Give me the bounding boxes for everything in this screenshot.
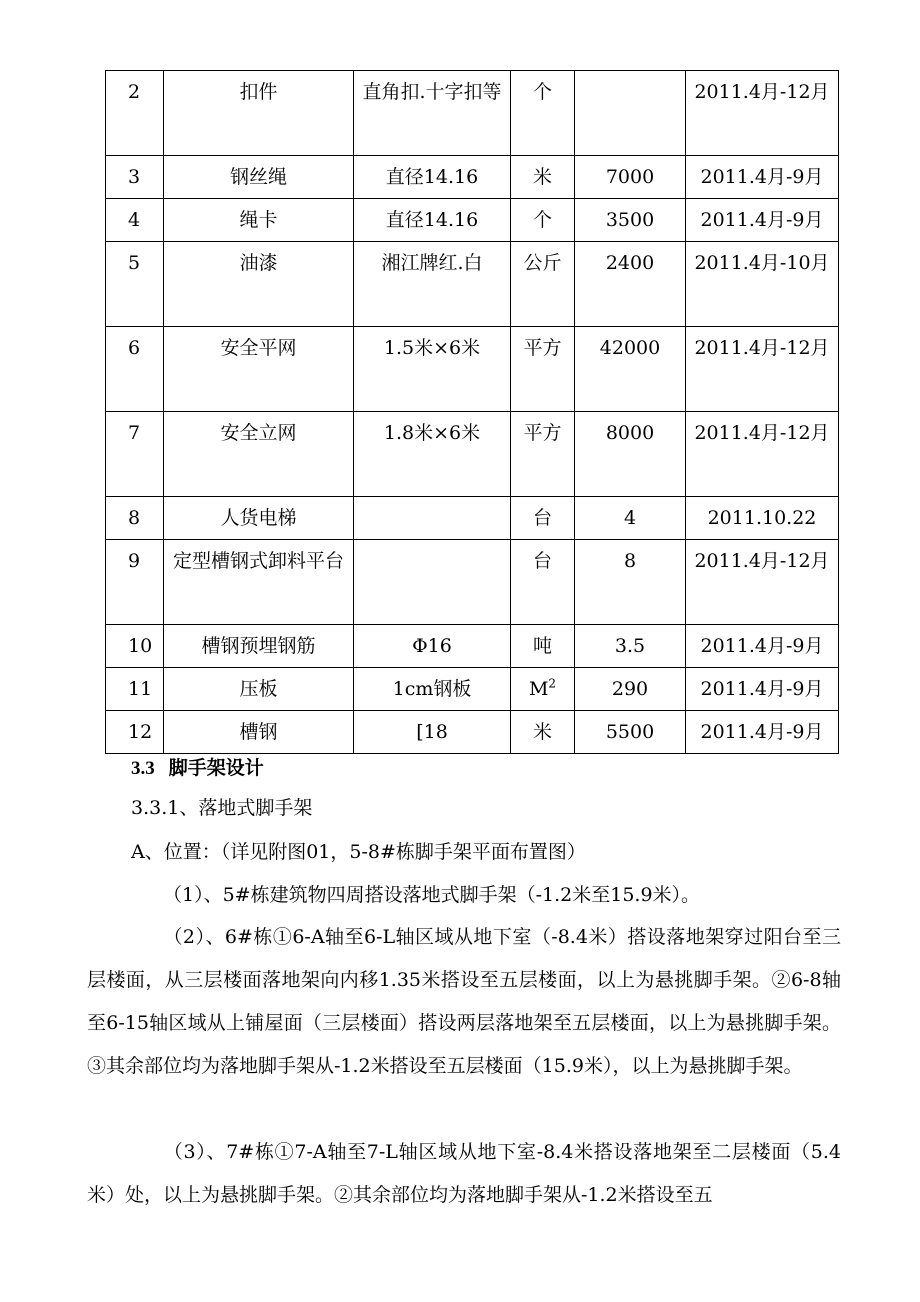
cell-spec: 湘江牌红.白: [354, 242, 511, 327]
cell-quantity: 7000: [575, 156, 686, 199]
cell-spec: 1.8米×6米: [354, 412, 511, 497]
cell-time: 2011.4月-9月: [686, 156, 839, 199]
cell-quantity: 8: [575, 540, 686, 625]
position-line: A、位置：（详见附图01，5-8#栋脚手架平面布置图）: [131, 841, 586, 863]
cell-time: 2011.10.22: [686, 497, 839, 540]
paragraph-item-2: [87, 916, 841, 1088]
cell-time: 2011.4月-9月: [686, 711, 839, 754]
cell-unit: $M^2$: [511, 668, 575, 711]
section-heading: [131, 752, 264, 785]
cell-spec: 直径14.16: [354, 156, 511, 199]
cell-time: 2011.4月-10月: [686, 242, 839, 327]
table-row: [106, 71, 839, 156]
cell-time: 2011.4月-9月: [686, 199, 839, 242]
cell-spec: Φ16: [354, 625, 511, 668]
cell-number: 8: [106, 497, 164, 540]
table-row: [106, 412, 839, 497]
cell-name: 安全平网: [164, 327, 354, 412]
paragraph-item-3: [87, 1131, 841, 1217]
paragraph-item-1: （1）、5#栋建筑物四周搭设落地式脚手架（-1.2米至15.9米）。: [163, 884, 701, 906]
cell-name: 扣件: [164, 71, 354, 156]
cell-time: 2011.4月-12月: [686, 71, 839, 156]
section-number: 3.3: [131, 758, 155, 779]
cell-number: 2: [106, 71, 164, 156]
cell-unit: 米: [511, 156, 575, 199]
cell-name: 槽钢: [164, 711, 354, 754]
paragraph-item-2-text: （2）、6#栋①6-A轴至6-L轴区域从地下室（-8.4米）搭设落地架穿过阳台至三层楼面，从三层楼面落地架向内移1.35米搭设至五层楼面，以上为悬挑脚手架。②6-8轴至6-15轴区域从上铺屋面（三层楼面）搭设两层落地架至五层楼面，以上为悬挑脚手架。③其余部位均为落地脚手架从-1.2米搭设至五层楼面（15.9米），以上为悬挑脚手架。: [87, 926, 841, 1077]
subsection-title: 3.3.1、落地式脚手架: [131, 797, 313, 819]
cell-time: 2011.4月-12月: [686, 540, 839, 625]
unit-superscript: 2: [548, 676, 557, 691]
cell-spec: 直角扣.十字扣等: [354, 71, 511, 156]
cell-unit: 公斤: [511, 242, 575, 327]
cell-unit: 台: [511, 497, 575, 540]
cell-name: 安全立网: [164, 412, 354, 497]
materials-table: [105, 70, 839, 754]
cell-spec: [354, 540, 511, 625]
paragraph-item-3-text: （3）、7#栋①7-A轴至7-L轴区域从地下室-8.4米搭设落地架至二层楼面（5.4米）处，以上为悬挑脚手架。②其余部位均为落地脚手架从-1.2米搭设至五: [87, 1141, 841, 1206]
cell-quantity: [575, 71, 686, 156]
table-row: [106, 156, 839, 199]
table-row: [106, 540, 839, 625]
cell-time: 2011.4月-9月: [686, 668, 839, 711]
cell-quantity: 42000: [575, 327, 686, 412]
table-row: [106, 668, 839, 711]
cell-time: 2011.4月-12月: [686, 412, 839, 497]
cell-quantity: 290: [575, 668, 686, 711]
table-row: [106, 199, 839, 242]
table-row: [106, 327, 839, 412]
cell-name: 油漆: [164, 242, 354, 327]
cell-number: 12: [106, 711, 164, 754]
cell-number: 11: [106, 668, 164, 711]
cell-quantity: 8000: [575, 412, 686, 497]
cell-quantity: 3500: [575, 199, 686, 242]
cell-unit: 米: [511, 711, 575, 754]
cell-name: 钢丝绳: [164, 156, 354, 199]
cell-spec: [354, 497, 511, 540]
cell-quantity: 3.5: [575, 625, 686, 668]
cell-unit: 平方: [511, 327, 575, 412]
cell-unit: 个: [511, 71, 575, 156]
cell-time: 2011.4月-12月: [686, 327, 839, 412]
cell-spec: 1cm钢板: [354, 668, 511, 711]
cell-unit: 台: [511, 540, 575, 625]
cell-name: 人货电梯: [164, 497, 354, 540]
cell-unit: 个: [511, 199, 575, 242]
cell-quantity: 4: [575, 497, 686, 540]
cell-number: 9: [106, 540, 164, 625]
cell-time: 2011.4月-9月: [686, 625, 839, 668]
cell-spec: 1.5米×6米: [354, 327, 511, 412]
cell-quantity: 5500: [575, 711, 686, 754]
cell-number: 5: [106, 242, 164, 327]
cell-number: 10: [106, 625, 164, 668]
section-title: 脚手架设计: [168, 757, 264, 779]
cell-spec: 直径14.16: [354, 199, 511, 242]
cell-number: 7: [106, 412, 164, 497]
cell-name: 定型槽钢式卸料平台: [164, 540, 354, 625]
cell-name: 槽钢预埋钢筋: [164, 625, 354, 668]
materials-table-body: [106, 71, 839, 754]
table-row: [106, 625, 839, 668]
cell-name: 压板: [164, 668, 354, 711]
table-row: [106, 242, 839, 327]
cell-unit: 吨: [511, 625, 575, 668]
cell-number: 6: [106, 327, 164, 412]
cell-number: 3: [106, 156, 164, 199]
cell-name: 绳卡: [164, 199, 354, 242]
cell-number: 4: [106, 199, 164, 242]
table-row: [106, 711, 839, 754]
cell-quantity: 2400: [575, 242, 686, 327]
table-row: [106, 497, 839, 540]
cell-spec: [18: [354, 711, 511, 754]
cell-unit: 平方: [511, 412, 575, 497]
